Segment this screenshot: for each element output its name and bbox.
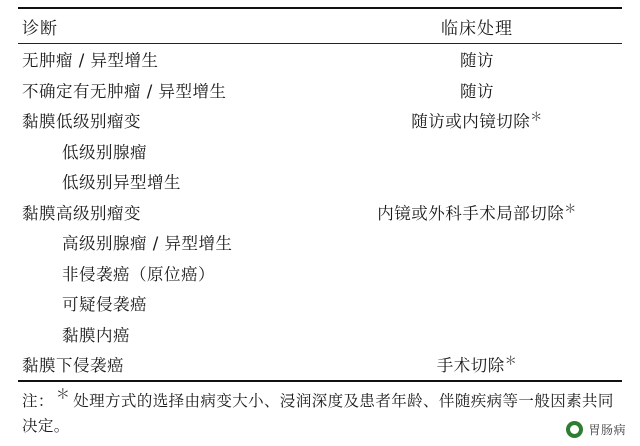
cell-treatment [332,349,622,380]
cell-treatment [332,44,622,75]
cell-diagnosis: 无肿瘤 / 异型增生 [22,51,159,71]
cell-diagnosis: 低级别异型增生 [62,173,181,193]
cell-diagnosis: 可疑侵袭癌 [62,295,147,315]
table-row [18,75,622,106]
footnote-marker: ＊ [530,109,543,124]
table-row [18,166,622,197]
footnote-marker: ＊ [504,353,518,368]
cell-treatment-text: 随访 [460,81,495,101]
cell-diagnosis: 非侵袭癌（原位癌） [62,264,215,284]
cell-treatment [332,319,622,350]
cell-treatment [332,227,622,258]
table-row [18,197,622,228]
table-header [18,9,622,43]
cell-treatment-text: 手术切除 [436,356,505,376]
table-row [18,44,622,75]
cell-treatment-text: 内镜或外科手术局部切除 [377,203,565,223]
cell-treatment [332,136,622,167]
column-header-diagnosis: 诊断 [22,18,58,39]
cell-diagnosis: 黏膜低级别瘤变 [22,112,141,132]
footnote-marker: ＊ [564,201,577,216]
cell-treatment [332,105,622,136]
cell-diagnosis: 不确定有无肿瘤 / 异型增生 [22,81,227,101]
column-header-treatment: 临床处理 [441,18,514,39]
cell-treatment [332,75,622,106]
cell-treatment-text: 随访或内镜切除 [411,112,531,132]
table-row [18,319,622,350]
brand-name: 胃肠病 [588,423,626,437]
cell-treatment [332,197,622,228]
table-row [18,288,622,319]
table-row [18,349,622,380]
footnote-text: 处理方式的选择由病变大小、浸润深度及患者年龄、伴随疾病等一般因素共同决定。 [22,391,614,435]
cell-diagnosis: 黏膜高级别瘤变 [22,203,141,223]
cell-diagnosis: 黏膜下侵袭癌 [22,356,124,376]
table-row [18,136,622,167]
cell-treatment-text: 随访 [460,51,495,71]
brand-watermark [566,421,626,438]
footnote-star-icon: ＊ [55,387,71,404]
brand-logo-icon [566,421,583,438]
cell-diagnosis: 黏膜内癌 [62,325,130,345]
table-row [18,227,622,258]
table-footnote [18,382,622,439]
table-row [18,258,622,289]
footnote-label: 注： [22,391,54,410]
table-row [18,105,622,136]
document-page [0,7,640,446]
classification-table [18,9,622,43]
cell-treatment [332,258,622,289]
cell-treatment [332,166,622,197]
classification-table-body [18,44,622,380]
cell-treatment [332,288,622,319]
cell-diagnosis: 低级别腺瘤 [62,142,147,162]
table-header-row [18,9,622,43]
cell-diagnosis: 高级别腺瘤 / 异型增生 [62,234,233,254]
